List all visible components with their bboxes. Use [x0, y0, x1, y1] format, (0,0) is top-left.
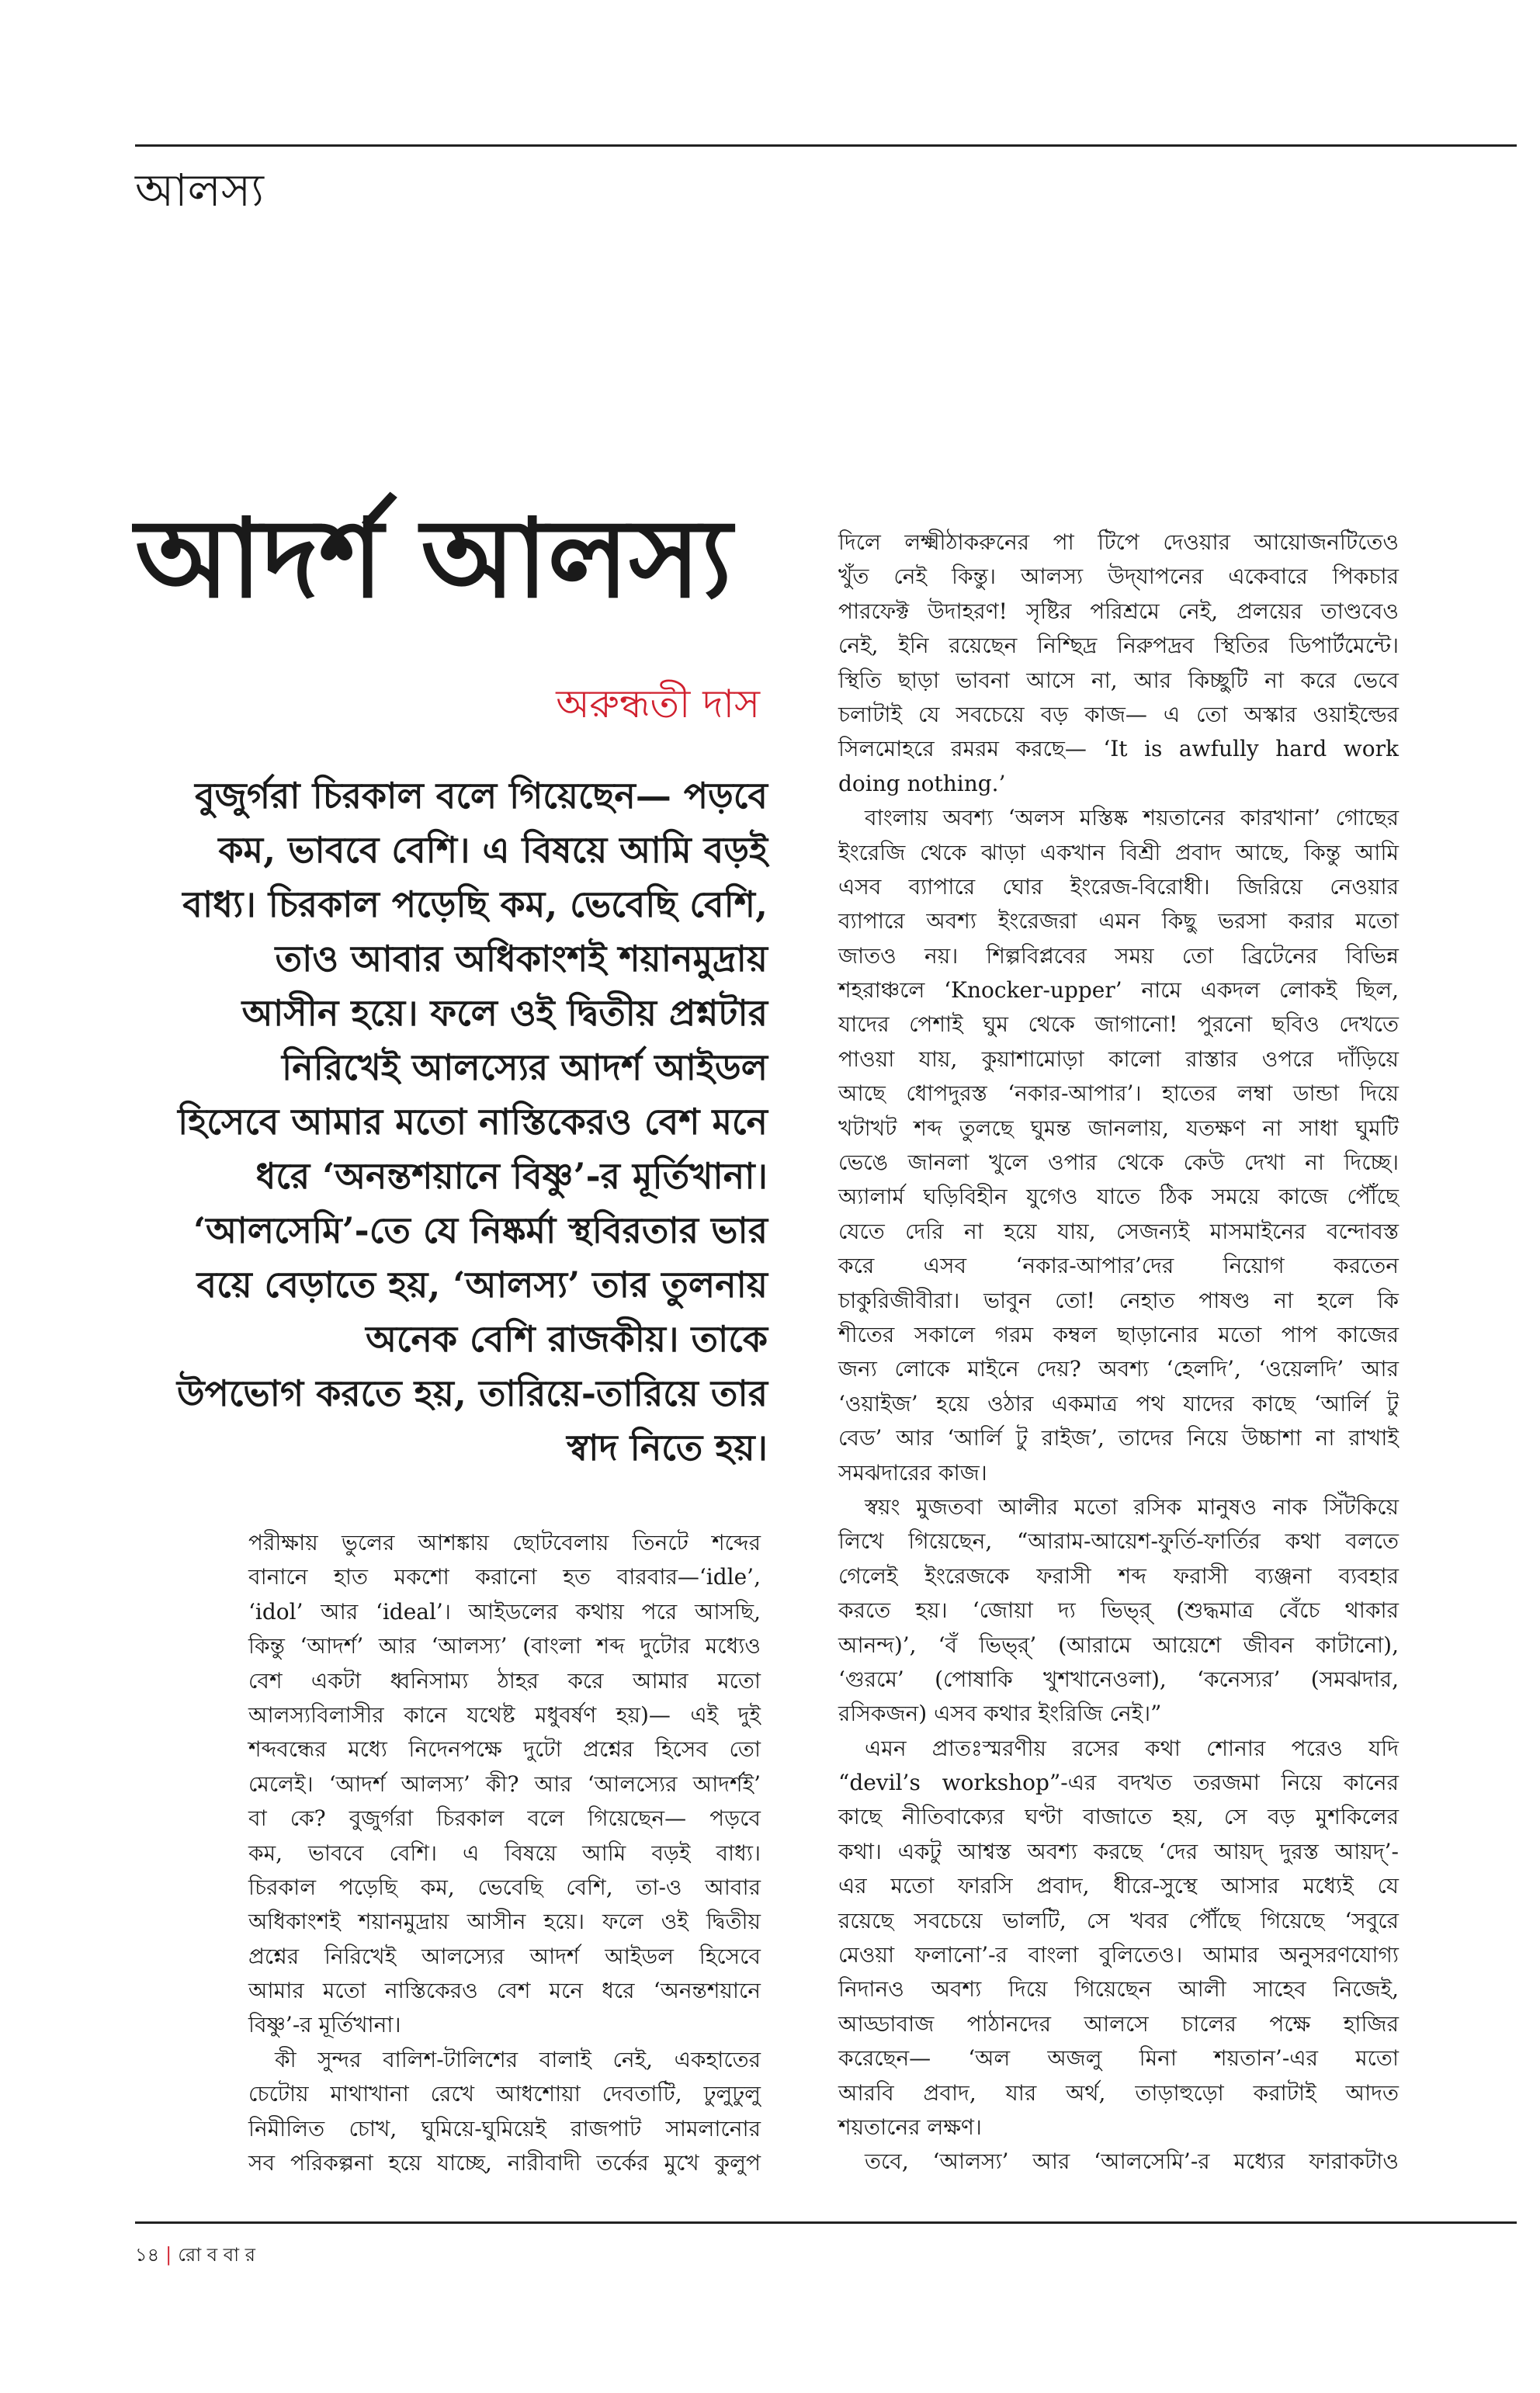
text-line: বিষ্ণু’-র মূর্তিখানা।	[248, 2012, 401, 2038]
text-line: কী সুন্দর বালিশ-টালিশের বালাই নেই, একহাতের	[275, 2046, 761, 2072]
text-line: খুঁত নেই কিন্তু। আলস্য উদ্‌যাপনের একেবারে পিকচার	[838, 564, 1399, 590]
bottom-rule	[135, 2221, 1517, 2224]
text-line: আরবি প্রবাদ, যার অর্থ, তাড়াহুড়ো করাটাই আদত	[838, 2079, 1399, 2106]
pull-quote	[135, 768, 768, 1475]
pull-quote-line: ‘আলসেমি’-তে যে নিষ্কর্মা স্থবিরতার ভার	[193, 1209, 768, 1251]
pull-quote-line: স্বাদ নিতে হয়।	[567, 1427, 768, 1469]
text-line: চিরকাল পড়েছি কম, ভেবেছি বেশি, তা-ও আবার	[248, 1874, 761, 1900]
pull-quote-line: বাধ্য। চিরকাল পড়েছি কম, ভেবেছি বেশি,	[182, 883, 768, 925]
text-line: শহরাঞ্চলে ‘Knocker-upper’ নামে একদল লোকই ছিল,	[838, 977, 1399, 1004]
text-line: পরীক্ষায় ভুলের আশঙ্কায় ছোটবেলায় তিনটে শব্দের	[248, 1530, 761, 1555]
text-line: আছে ধোপদুরস্ত ‘নকার-আপার’। হাতের লম্বা ডান্ডা দিয়ে	[838, 1080, 1399, 1107]
pull-quote-line: বয়ে বেড়াতে হয়, ‘আলস্য’ তার তুলনায়	[196, 1264, 768, 1306]
text-line: স্বয়ং মুজতবা আলীর মতো রসিক মানুষও নাক সিঁটকিয়ে	[865, 1493, 1399, 1520]
text-line: বানানে হাত মকশো করানো হত বারবার—‘idle’,	[248, 1564, 761, 1590]
text-line: doing nothing.’	[838, 770, 1006, 796]
text-line: “devil’s workshop”-এর বদখত তরজমা নিয়ে কানের	[838, 1770, 1399, 1796]
text-line: করতে হয়। ‘জোয়া দ্য ভিভ্‌র্ (শুদ্ধমাত্র বেঁচে থাকার	[838, 1597, 1399, 1624]
pull-quote-line: তাও আবার অধিকাংশই শয়ানমুদ্রায়	[275, 938, 768, 980]
text-line: করেছেন— ‘অল অজলু মিনা শয়তান’-এর মতো	[838, 2045, 1399, 2072]
text-line: রয়েছে সবচেয়ে ভালটি, সে খবর পৌঁছে গিয়েছে ‘সবুরে	[838, 1907, 1399, 1933]
text-line: অ্যালার্ম ঘড়িবিহীন যুগেও যাতে ঠিক সময়ে কাজে পৌঁছে	[838, 1184, 1400, 1210]
text-line: যাদের পেশাই ঘুম থেকে জাগানো! পুরনো ছবিও দেখতে	[838, 1011, 1399, 1038]
publication-name: রো ব বা র	[178, 2244, 255, 2266]
pull-quote-line: নিরিখেই আলস্যের আদর্শ আইডল	[282, 1046, 768, 1088]
body-column-left	[248, 1526, 761, 2180]
pull-quote-line: আসীন হয়ে। ফলে ওই দ্বিতীয় প্রশ্নটার	[241, 992, 768, 1034]
text-line: কম, ভাববে বেশি। এ বিষয়ে আমি বড়ই বাধ্য।	[248, 1840, 761, 1866]
text-line: বেড’ আর ‘আর্লি টু রাইজ’, তাদের নিয়ে উচ্চাশা না রাখাই	[838, 1425, 1399, 1451]
paragraph	[838, 1732, 1399, 2145]
paragraph	[838, 2145, 1399, 2179]
text-line: বা কে? বুজুর্গরা চিরকাল বলে গিয়েছেন— পড়বে	[248, 1805, 761, 1832]
text-line: সব পরিকল্পনা হয়ে যাচ্ছে, নারীবাদী তর্কের মুখে কুলুপ	[248, 2150, 761, 2176]
text-line: মেওয়া ফলানো’-র বাংলা বুলিতেও। আমার অনুসরণযোগ্য	[838, 1942, 1399, 1968]
text-line: কিন্তু ‘আদর্শ’ আর ‘আলস্য’ (বাংলা শব্দ দুটোর মধ্যেও	[248, 1633, 761, 1659]
pull-quote-line: হিসেবে আমার মতো নাস্তিকেরও বেশ মনে	[178, 1101, 768, 1143]
top-rule	[135, 144, 1517, 147]
pull-quote-line: ধরে ‘অনন্তশয়ানে বিষ্ণু’-র মূর্তিখানা।	[255, 1155, 768, 1197]
paragraph	[248, 1526, 761, 2043]
text-line: নিমীলিত চোখ, ঘুমিয়ে-ঘুমিয়েই রাজপাট সামলানোর	[248, 2115, 761, 2142]
text-line: এসব ব্যাপারে ঘোর ইংরেজ-বিরোধী। জিরিয়ে নেওয়ার	[838, 873, 1399, 900]
text-line: কথা। একটু আশ্বস্ত অবশ্য করছে ‘দের আয়দ্ দুরস্ত আয়দ্’-	[838, 1838, 1399, 1864]
text-line: রসিকজন) এসব কথার ইংরিজি নেই।”	[838, 1701, 1162, 1727]
text-line: মেলেই। ‘আদর্শ আলস্য’ কী? আর ‘আলস্যের আদর্শই’	[248, 1770, 761, 1797]
text-line: সমঝদারের কাজ।	[838, 1459, 987, 1486]
text-line: শয়তানের লক্ষণ।	[838, 2114, 982, 2140]
pull-quote-line: কম, ভাববে বেশি। এ বিষয়ে আমি বড়ই	[218, 829, 768, 871]
text-line: প্রশ্নের নিরিখেই আলস্যের আদর্শ আইডল হিসেবে	[248, 1943, 761, 1969]
text-line: কাছে নীতিবাক্যের ঘণ্টা বাজাতে হয়, সে বড় মুশকিলের	[838, 1804, 1399, 1830]
text-line: তবে, ‘আলস্য’ আর ‘আলসেমি’-র মধ্যের ফারাকটাও	[865, 2148, 1399, 2175]
text-line: নেই, ইনি রয়েছেন নিশ্ছিদ্র নিরুপদ্রব স্থিতির ডিপার্টমেন্টে।	[838, 633, 1399, 659]
text-line: পাওয়া যায়, কুয়াশামোড়া কালো রাস্তার ওপরে দাঁড়িয়ে	[838, 1046, 1399, 1072]
page-footer	[135, 2242, 255, 2268]
text-line: যেতে দেরি না হয়ে যায়, সেজন্যই মাসমাইনের বন্দোবস্ত	[838, 1218, 1399, 1244]
text-line: পারফেক্ট উদাহরণ! সৃষ্টির পরিশ্রমে নেই, প্রলয়ের তাণ্ডবেও	[838, 598, 1399, 624]
page-number: ১৪	[135, 2244, 160, 2266]
text-line: করে এসব ‘নকার-আপার’দের নিয়োগ করতেন	[838, 1253, 1399, 1279]
text-line: ‘idol’ আর ‘ideal’। আইডলের কথায় পরে আসছি,	[248, 1598, 761, 1625]
text-line: স্থিতি ছাড়া ভাবনা আসে না, আর কিচ্ছুটি না করে ভেবে	[838, 667, 1399, 693]
text-line: চলাটাই যে সবচেয়ে বড় কাজ— এ তো অস্কার ওয়াইল্ডের	[838, 701, 1399, 727]
text-line: জন্য লোকে মাইনে দেয়? অবশ্য ‘হেলদি’, ‘ওয়েলদি’ আর	[838, 1356, 1399, 1382]
text-line: সিলমোহরে রমরম করছে— ‘It is awfully hard work	[838, 736, 1399, 762]
text-line: ব্যাপারে অবশ্য ইংরেজরা এমন কিছু ভরসা করার মতো	[838, 908, 1399, 935]
text-line: দিলে লক্ষ্মীঠাকরুনের পা টিপে দেওয়ার আয়োজনটিতেও	[838, 529, 1399, 555]
text-line: এর মতো ফারসি প্রবাদ, ধীরে-সুস্থে আসার মধ্যেই যে	[838, 1873, 1399, 1899]
text-line: বেশ একটা ধ্বনিসাম্য ঠাহর করে আমার মতো	[248, 1667, 761, 1694]
section-label: আলস্য	[135, 164, 265, 217]
text-line: এমন প্রাতঃস্মরণীয় রসের কথা শোনার পরেও যদি	[865, 1735, 1399, 1761]
text-line: নিদানও অবশ্য দিয়ে গিয়েছেন আলী সাহেব নিজেই,	[838, 1976, 1399, 2003]
text-line: আড্ডাবাজ পাঠানদের আলসে চালের পক্ষে হাজির	[838, 2010, 1399, 2037]
text-line: শীতের সকালে গরম কম্বল ছাড়ানোর মতো পাপ কাজের	[838, 1321, 1399, 1347]
paragraph	[838, 1490, 1399, 1732]
paragraph	[838, 525, 1399, 801]
text-line: বাংলায় অবশ্য ‘অলস মস্তিষ্ক শয়তানের কারখানা’ গোছের	[865, 805, 1399, 831]
text-line: আনন্দ)’, ‘বঁ ভিভ্‌র্’ (আরামে আয়েশে জীবন কাটানো),	[838, 1632, 1399, 1658]
text-line: ‘ওয়াইজ’ হয়ে ওঠার একমাত্র পথ যাদের কাছে ‘আর্লি টু	[838, 1390, 1399, 1417]
pull-quote-line: বুজুর্গরা চিরকাল বলে গিয়েছেন— পড়বে	[195, 775, 768, 817]
text-line: আলস্যবিলাসীর কানে যথেষ্ট মধুবর্ষণ হয়)— এই দুই	[248, 1701, 761, 1728]
pull-quote-line: অনেক বেশি রাজকীয়। তাকে	[366, 1318, 768, 1360]
text-line: চাকুরিজীবীরা। ভাবুন তো! নেহাত পাষণ্ড না হলে কি	[838, 1287, 1399, 1313]
text-line: খটাখট শব্দ তুলছে ঘুমন্ত জানলায়, যতক্ষণ না সাধা ঘুমটি	[838, 1115, 1399, 1141]
text-line: আমার মতো নাস্তিকেরও বেশ মনে ধরে ‘অনন্তশয়ানে	[248, 1978, 761, 2004]
body-column-right	[838, 525, 1399, 2180]
author-byline: অরুন্ধতী দাস	[556, 681, 760, 727]
text-line: ভেঙে জানলা খুলে ওপার থেকে কেউ দেখা না দিচ্ছে।	[838, 1150, 1399, 1176]
text-line: গেলেই ইংরেজকে ফরাসী শব্দ ফরাসী ব্যঞ্জনা ব্যবহার	[838, 1562, 1399, 1589]
paragraph	[248, 2043, 761, 2181]
text-line: লিখে গিয়েছেন, “আরাম-আয়েশ-ফুর্তি-ফার্তির কথা বলতে	[838, 1528, 1399, 1555]
text-line: অধিকাংশই শয়ানমুদ্রায় আসীন হয়ে। ফলে ওই দ্বিতীয়	[248, 1909, 761, 1935]
text-line: ইংরেজি থেকে ঝাড়া একখান বিশ্রী প্রবাদ আছে, কিন্তু আমি	[838, 839, 1399, 865]
pull-quote-line: উপভোগ করতে হয়, তারিয়ে-তারিয়ে তার	[176, 1372, 768, 1414]
text-line: চেটোয় মাথাখানা রেখে আধশোয়া দেবতাটি, ঢুলুঢুলু	[248, 2081, 761, 2107]
text-line: জাতও নয়। শিল্পবিপ্লবের সময় তো ব্রিটেনের বিভিন্ন	[838, 942, 1399, 969]
text-line: ‘গুরমে’ (পোষাকি খুশখানেওলা), ‘কনেস্যর’ (সমঝদার,	[838, 1666, 1399, 1692]
paragraph	[838, 801, 1399, 1490]
article-title: আদর্শ আলস্য	[135, 495, 733, 623]
footer-separator: |	[165, 2244, 172, 2266]
text-line: শব্দবন্ধের মধ্যে নিদেনপক্ষে দুটো প্রশ্নের হিসেব তো	[248, 1736, 761, 1763]
